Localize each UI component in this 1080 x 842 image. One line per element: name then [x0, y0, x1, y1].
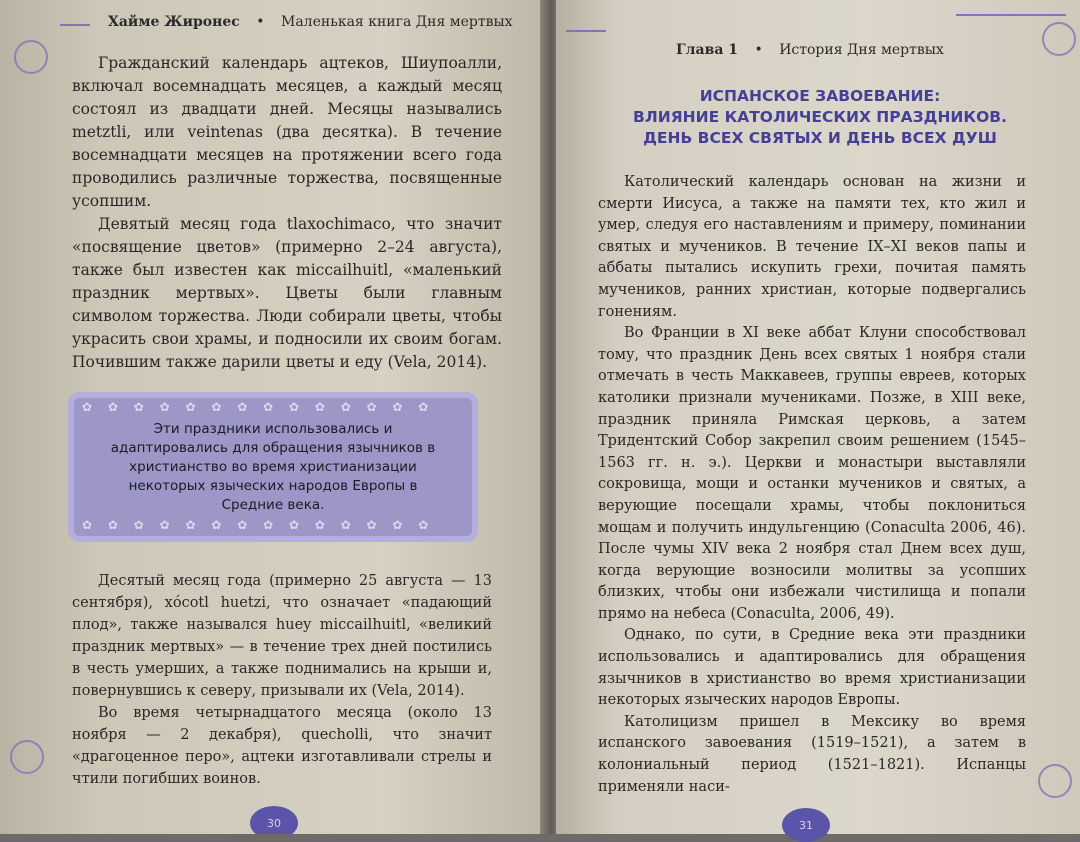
right-header-ornament: [566, 30, 606, 32]
left-header-ornament: [60, 24, 90, 26]
left-running-head: [108, 14, 513, 30]
paragraph: Католический календарь основан на жизни и смерти Иисуса, а также на памяти тех, кто жил и умер, следуя его наставлениям и примеру, поминании святых и мучеников. В течение IX–XI веков папы и аббаты пытались искупить грехи, почитая память мучеников, ранних христиан, которые подвергались гонениям.: [598, 174, 1026, 320]
paragraph: Однако, по сути, в Средние века эти праздники использовались и адаптировались для обращения язычников в христианство во время христианизации некоторых языческих народов Европы.: [598, 627, 1026, 709]
left-text-top: [72, 52, 502, 374]
right-corner-ornament-top: [1042, 22, 1076, 56]
left-text-bottom: [72, 570, 492, 790]
book-title: Маленькая книга Дня мертвых: [281, 14, 513, 30]
paragraph: Гражданский календарь ацтеков, Шиупоалли, включал восемнадцать месяцев, а каждый месяц состоял из двадцати дней. Месяцы назывались metztli, или veintenas (два десятка). В течение восемнадцати месяцев на протяжении всего года проводились различные торжества, посвященные усопшим.: [72, 54, 502, 210]
paragraph: Во Франции в XI веке аббат Клуни способствовал тому, что праздник День всех святых 1 ноября стали отмечать в честь Маккавеев, группы евреев, которых католики признали мучениками. Позже, в XIII веке, праздник приняла Римская церковь, а затем Тридентский Собор закрепил своим решением (1545–1563 гг. н. э.). Церкви и монастыри выставляли сокровища, мощи и останки мучеников и святых, а верующие посещали храмы, чтобы поклониться мощам и получить индульгенцию (Conaculta 2006, 46). После чумы XIV века 2 ноября стал Днем всех душ, когда верующие возносили молитвы за усопших близких, чтобы они избежали чистилища и попали прямо на небеса (Conaculta, 2006, 49).: [598, 325, 1026, 622]
left-page-number: 30: [250, 806, 298, 834]
section-title-line: ДЕНЬ ВСЕХ СВЯТЫХ И ДЕНЬ ВСЕХ ДУШ: [643, 129, 997, 147]
paragraph: Католицизм пришел в Мексику во время испанского завоевания (1519–1521), а затем в колониальный период (1521–1821). Испанцы применяли наси-: [598, 713, 1026, 795]
left-corner-ornament-bottom: [10, 740, 44, 774]
paragraph: Во время четырнадцатого месяца (около 13 ноября — 2 декабря), quecholli, что значит «драгоценное перо», ацтеки изготавливали стрелы и чтили погибших воинов.: [72, 705, 492, 787]
right-header-ornament: [956, 14, 1066, 16]
chapter-title: История Дня мертвых: [779, 42, 944, 58]
callout-ornament: ✿ ✿ ✿ ✿ ✿ ✿ ✿ ✿ ✿ ✿ ✿ ✿ ✿ ✿: [82, 400, 435, 414]
callout-ornament: ✿ ✿ ✿ ✿ ✿ ✿ ✿ ✿ ✿ ✿ ✿ ✿ ✿ ✿: [82, 518, 435, 532]
callout-box: [68, 392, 478, 542]
right-corner-ornament-bottom: [1038, 764, 1072, 798]
right-text: [598, 172, 1026, 798]
section-title: [620, 86, 1020, 149]
left-corner-ornament-top: [14, 40, 48, 74]
running-head-separator: •: [754, 42, 763, 58]
running-head-separator: •: [256, 14, 265, 30]
paragraph: Девятый месяц года tlaxochimaco, что значит «посвящение цветов» (примерно 2–24 августа), также был известен как miccailhuitl, «маленький праздник мертвых». Цветы были главным символом торжества. Люди собирали цветы, чтобы украсить свои храмы, и подносили их своим богам. Почившим также дарили цветы и еду (Vela, 2014).: [72, 215, 502, 371]
paragraph: Десятый месяц года (примерно 25 августа — 13 сентября), xócotl huetzi, что означает «падающий плод», также назывался huey miccailhuitl, «великий праздник мертвых» — в течение трех дней постились в честь умерших, а также поднимались на крыши и, повернувшись к северу, призывали их (Vela, 2014).: [72, 573, 492, 699]
section-title-line: ИСПАНСКОЕ ЗАВОЕВАНИЕ:: [699, 87, 941, 105]
right-running-head: [676, 42, 944, 58]
callout-text: Эти праздники использовались и адаптировались для обращения язычников в христианство во время христианизации некоторых языческих народов Европы в Средние века.: [110, 421, 436, 513]
author-name: Хайме Жиронес: [108, 14, 240, 30]
section-title-line: ВЛИЯНИЕ КАТОЛИЧЕСКИХ ПРАЗДНИКОВ.: [633, 108, 1007, 126]
right-page-number: 31: [782, 808, 830, 842]
chapter-label: Глава 1: [676, 42, 739, 58]
